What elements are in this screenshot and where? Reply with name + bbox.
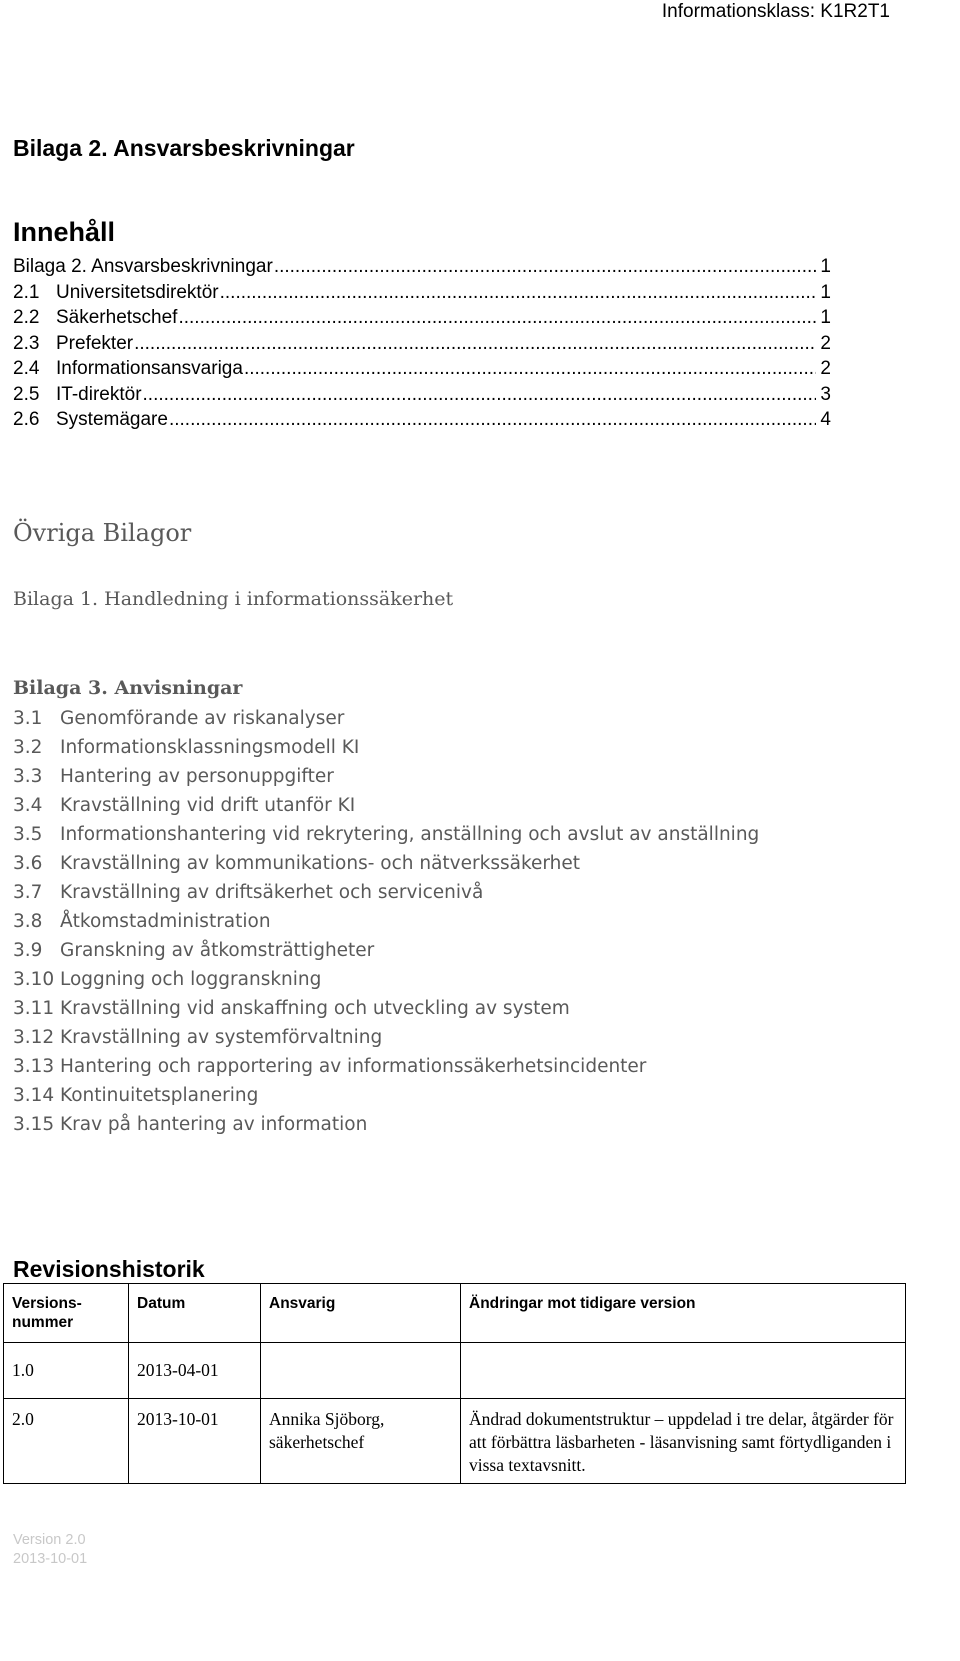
toc-heading: Innehåll xyxy=(13,217,116,247)
revision-history-table xyxy=(3,1283,906,1484)
item-number: 3.3 xyxy=(13,766,43,787)
toc-entry[interactable] xyxy=(13,256,831,282)
list-item xyxy=(13,965,759,994)
toc-leader-dots xyxy=(244,358,816,380)
item-title: Åtkomstadministration xyxy=(60,911,271,932)
item-title: Kravställning vid drift utanför KI xyxy=(60,795,356,816)
toc-entry-page: 1 xyxy=(820,281,831,303)
toc-entry-page: 1 xyxy=(820,307,831,328)
table-row xyxy=(4,1343,906,1399)
toc-entry-number: 2.6 xyxy=(13,409,40,430)
list-item xyxy=(13,878,759,907)
toc-entry-title: Säkerhetschef xyxy=(56,307,178,328)
list-item xyxy=(13,733,759,762)
item-number: 3.15 xyxy=(13,1114,55,1135)
toc-entry-page: 4 xyxy=(820,409,831,430)
item-title: Kravställning vid anskaffning och utveckling av system xyxy=(60,998,570,1019)
item-title: Krav på hantering av information xyxy=(60,1114,368,1135)
item-number: 3.11 xyxy=(13,998,55,1019)
toc-entry-page: 3 xyxy=(820,383,831,405)
item-number: 3.1 xyxy=(13,708,43,729)
list-item xyxy=(13,791,759,820)
toc-entry-page: 1 xyxy=(820,256,831,277)
cell-version: 1.0 xyxy=(4,1343,129,1399)
toc-entry-number: 2.1 xyxy=(13,281,40,303)
column-header-responsible: Ansvarig xyxy=(261,1284,461,1343)
toc-entry-page: 2 xyxy=(820,358,831,379)
toc-leader-dots xyxy=(274,256,816,278)
footer-version: Version 2.0 xyxy=(13,1532,86,1548)
item-number: 3.4 xyxy=(13,795,43,816)
cell-date: 2013-10-01 xyxy=(129,1399,261,1484)
item-number: 3.12 xyxy=(13,1027,55,1048)
toc-entry-page: 2 xyxy=(820,332,831,354)
item-number: 3.5 xyxy=(13,824,43,845)
cell-responsible xyxy=(261,1399,461,1484)
toc-leader-dots xyxy=(143,384,816,406)
list-item xyxy=(13,820,759,849)
list-item xyxy=(13,1110,759,1139)
cell-changes xyxy=(461,1343,906,1399)
item-title: Hantering och rapportering av informationssäkerhetsincidenter xyxy=(60,1056,647,1077)
toc-leader-dots xyxy=(169,409,816,431)
list-item xyxy=(13,849,759,878)
item-number: 3.6 xyxy=(13,853,43,874)
toc-entry[interactable] xyxy=(13,282,831,308)
toc-entry-number: 2.5 xyxy=(13,383,40,405)
table-row xyxy=(4,1399,906,1484)
footer-date: 2013-10-01 xyxy=(13,1551,88,1567)
version-header-line2: nummer xyxy=(12,1314,74,1331)
toc-entry[interactable] xyxy=(13,384,831,410)
toc-entry-number: 2.4 xyxy=(13,358,40,379)
toc-entry-title: Systemägare xyxy=(56,409,168,430)
version-header-line1: Versions- xyxy=(12,1295,82,1312)
responsible-line1: Annika Sjöborg, xyxy=(269,1409,385,1429)
list-item xyxy=(13,994,759,1023)
item-title: Informationshantering vid rekrytering, anställning och avslut av anställning xyxy=(60,824,760,845)
item-title: Kravställning av kommunikations- och nätverkssäkerhet xyxy=(60,853,581,874)
item-number: 3.13 xyxy=(13,1056,55,1077)
item-number: 3.8 xyxy=(13,911,43,932)
toc-entry[interactable] xyxy=(13,333,831,359)
toc-entry-title: Informationsansvariga xyxy=(56,358,243,379)
classification-label: Informationsklass: K1R2T1 xyxy=(661,1,890,22)
list-item xyxy=(13,704,759,733)
item-title: Kontinuitetsplanering xyxy=(60,1085,259,1106)
annex3-title: Bilaga 3. Anvisningar xyxy=(13,677,243,699)
cell-changes: Ändrad dokumentstruktur – uppdelad i tre delar, åtgärder för att förbättra läsbarheten - läsanvisning samt förtydliganden i vissa textavsnitt. xyxy=(461,1399,906,1484)
annex-title: Bilaga 2. Ansvarsbeskrivningar xyxy=(13,135,355,161)
responsible-line2: säkerhetschef xyxy=(269,1432,365,1452)
toc-entry-number: 2.2 xyxy=(13,307,40,328)
column-header-date: Datum xyxy=(129,1284,261,1343)
table-of-contents xyxy=(13,256,831,435)
item-number: 3.9 xyxy=(13,940,43,961)
item-title: Kravställning av driftsäkerhet och servicenivå xyxy=(60,882,484,903)
item-title: Granskning av åtkomsträttigheter xyxy=(60,940,375,961)
list-item xyxy=(13,762,759,791)
toc-entry-title: Universitetsdirektör xyxy=(56,281,219,303)
annex1-title: Bilaga 1. Handledning i informationssäkerhet xyxy=(13,588,454,610)
page-footer xyxy=(13,1531,87,1569)
cell-version: 2.0 xyxy=(4,1399,129,1484)
list-item xyxy=(13,936,759,965)
list-item xyxy=(13,1081,759,1110)
item-title: Genomförande av riskanalyser xyxy=(60,708,345,729)
revision-history-heading: Revisionshistorik xyxy=(13,1256,205,1282)
item-number: 3.10 xyxy=(13,969,55,990)
list-item xyxy=(13,1052,759,1081)
column-header-version xyxy=(4,1284,129,1343)
toc-entry-title: Prefekter xyxy=(56,332,134,354)
toc-entry[interactable] xyxy=(13,307,831,333)
toc-leader-dots xyxy=(178,307,816,329)
column-header-changes: Ändringar mot tidigare version xyxy=(461,1284,906,1343)
list-item xyxy=(13,1023,759,1052)
item-title: Loggning och loggranskning xyxy=(60,969,322,990)
toc-leader-dots xyxy=(220,282,816,304)
item-title: Kravställning av systemförvaltning xyxy=(60,1027,383,1048)
toc-entry-title: IT-direktör xyxy=(56,383,142,405)
list-item xyxy=(13,907,759,936)
cell-date: 2013-04-01 xyxy=(129,1343,261,1399)
toc-entry-number: 2.3 xyxy=(13,332,40,354)
toc-entry-title: Bilaga 2. Ansvarsbeskrivningar xyxy=(13,256,273,277)
item-number: 3.14 xyxy=(13,1085,55,1106)
cell-responsible xyxy=(261,1343,461,1399)
table-header-row xyxy=(4,1284,906,1343)
item-title: Hantering av personuppgifter xyxy=(60,766,334,787)
item-title: Informationsklassningsmodell KI xyxy=(60,737,360,758)
other-annexes-heading: Övriga Bilagor xyxy=(13,519,192,547)
item-number: 3.7 xyxy=(13,882,43,903)
toc-entry[interactable] xyxy=(13,358,831,384)
toc-entry[interactable] xyxy=(13,409,831,435)
item-number: 3.2 xyxy=(13,737,43,758)
annex3-list xyxy=(13,675,759,1139)
toc-leader-dots xyxy=(134,333,816,355)
